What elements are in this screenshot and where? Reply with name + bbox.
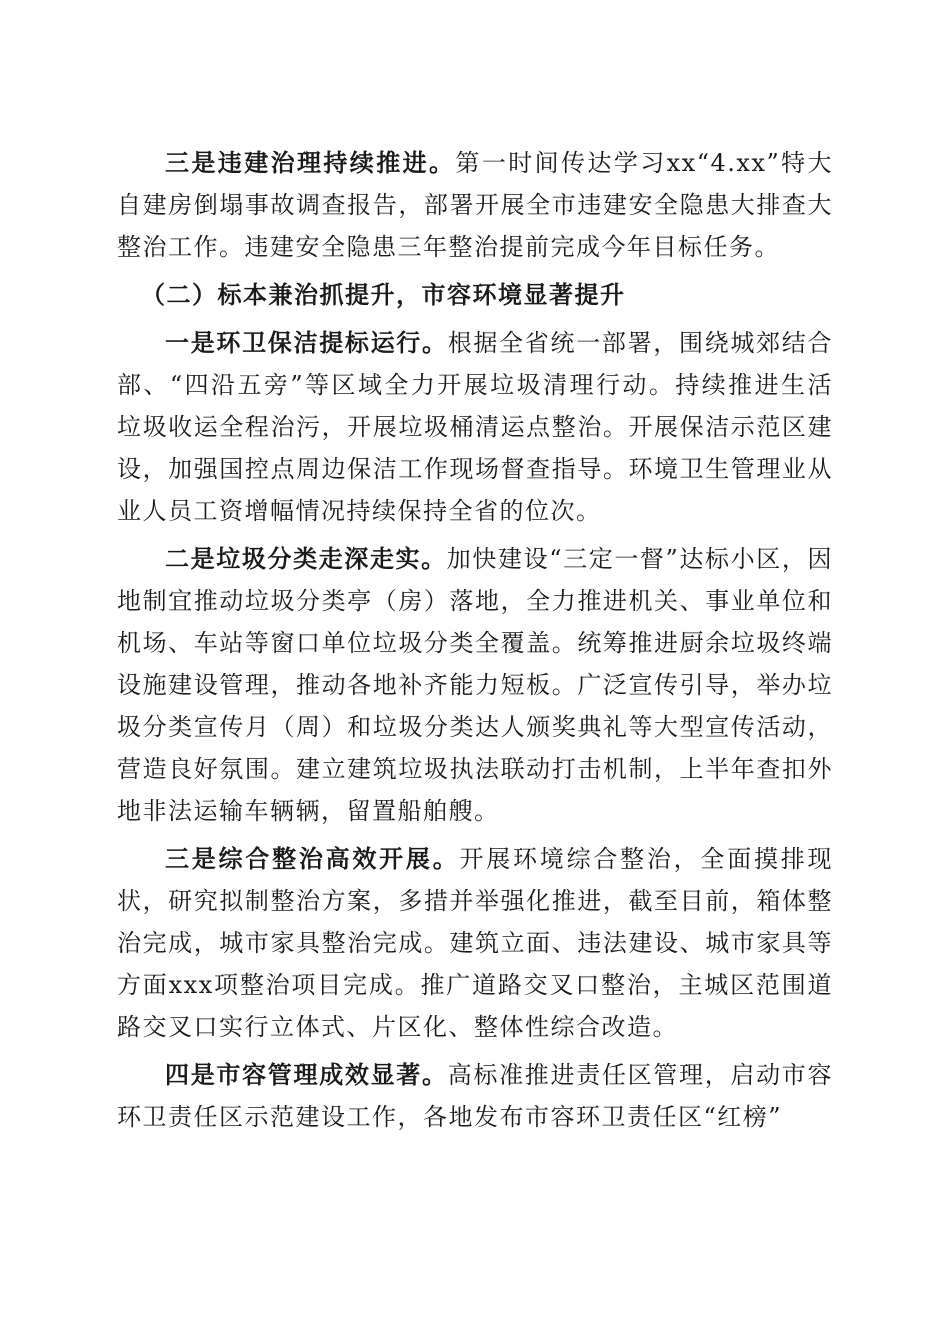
paragraph-city-appearance	[117, 1054, 833, 1138]
paragraph-sanitation	[117, 322, 833, 532]
paragraph-waste-sorting	[117, 538, 833, 832]
paragraph-lead: 四是市容管理成效显著。	[165, 1060, 448, 1089]
paragraph-text: 开展环境综合整治，全面摸排现状，研究拟制整治方案，多措并举强化推进，截至目前，箱体整治完成，城市家具整治完成。建筑立面、违法建设、城市家具等方面xxx项整治项目完成。推广道路交叉口整治，主城区范围道路交叉口实行立体式、片区化、整体性综合改造。	[117, 845, 834, 1041]
paragraph-text: 加快建设“三定一督”达标小区，因地制宜推动垃圾分类亭（房）落地，全力推进机关、事业单位和机场、车站等窗口单位垃圾分类全覆盖。统筹推进厨余垃圾终端设施建设管理，推动各地补齐能力短板。广泛宣传引导，举办垃圾分类宣传月（周）和垃圾分类达人颁奖典礼等大型宣传活动，营造良好氛围。建立建筑垃圾执法联动打击机制，上半年查扣外地非法运输车辆辆，留置船舶艘。	[117, 545, 833, 825]
paragraph-text: 高标准推进责任区管理，启动市容环卫责任区示范建设工作，各地发布市容环卫责任区“红榜”	[117, 1061, 834, 1131]
paragraph-lead: 一是环卫保洁提标运行。	[165, 328, 448, 357]
paragraph-comprehensive-rectification	[117, 838, 833, 1048]
paragraph-lead: 二是垃圾分类走深走实。	[165, 544, 447, 573]
paragraph-illegal-construction	[117, 142, 833, 268]
paragraph-lead: 三是违建治理持续推进。	[165, 148, 456, 177]
paragraph-lead: 三是综合整治高效开展。	[165, 844, 460, 873]
paragraph-text: 根据全省统一部署，围绕城郊结合部、“四沿五旁”等区域全力开展垃圾清理行动。持续推进生活垃圾收运全程治污，开展垃圾桶清运点整治。开展保洁示范区建设，加强国控点周边保洁工作现场督查指导。环境卫生管理业从业人员工资增幅情况持续保持全省的位次。	[117, 329, 834, 525]
document-body	[117, 142, 833, 1144]
paragraph-text: 第一时间传达学习xx“4.xx”特大自建房倒塌事故调查报告，部署开展全市违建安全隐患大排查大整治工作。违建安全隐患三年整治提前完成今年目标任务。	[117, 149, 834, 261]
section-heading: （二）标本兼治抓提升，市容环境显著提升	[141, 280, 626, 309]
